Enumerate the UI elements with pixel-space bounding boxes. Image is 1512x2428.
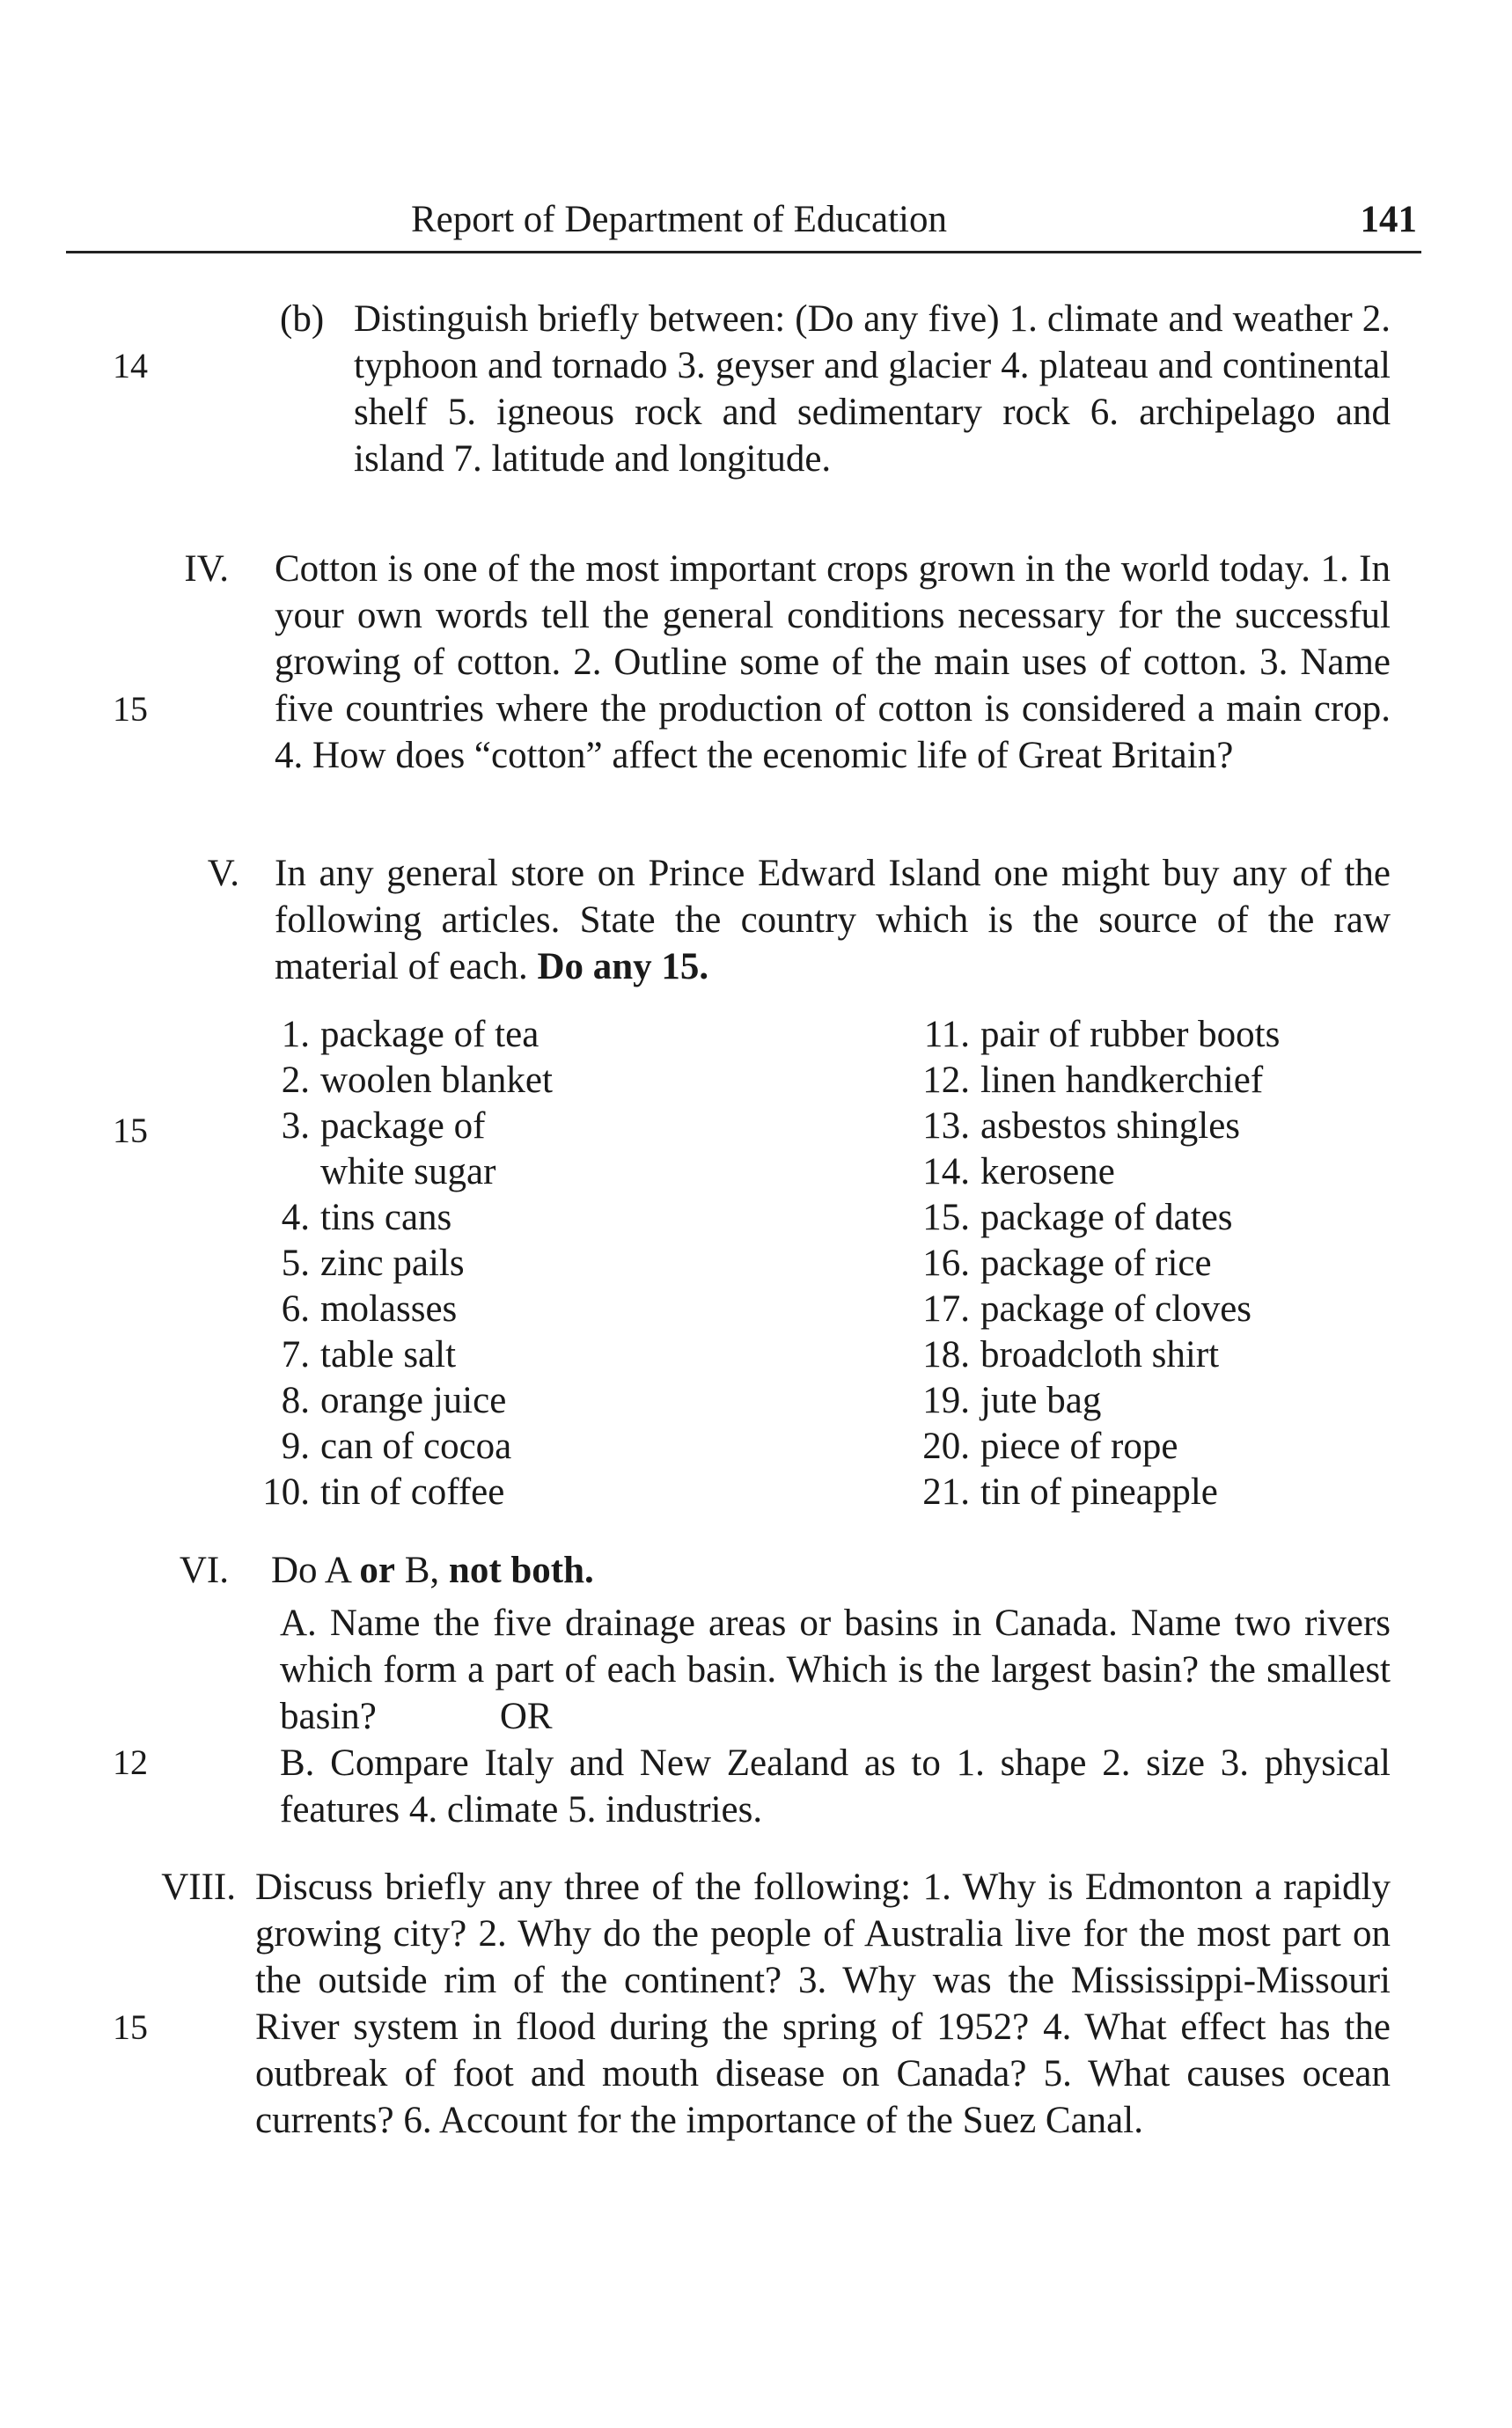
article-list-right — [912, 1012, 1457, 1515]
list-item-number: 21. — [922, 1471, 970, 1513]
list-item — [252, 1012, 815, 1058]
part-a: A. Name the five drainage areas or basins in Canada. Name two rivers which form a part of each basin. Which is the largest basin? the smallest basin? — [280, 1603, 1391, 1737]
instruction-part: or — [359, 1550, 395, 1591]
list-item-number: 19. — [922, 1380, 970, 1421]
list-item — [912, 1058, 1457, 1104]
list-item-text: pair of rubber boots — [980, 1014, 1281, 1055]
list-item-text: package of dates — [980, 1197, 1233, 1238]
list-item-text: linen handkerchief — [980, 1060, 1264, 1101]
list-item-number: 9. — [281, 1426, 310, 1467]
part-a-text — [280, 1600, 1391, 1740]
question-number: V. — [207, 853, 239, 894]
list-item-text: asbestos shingles — [980, 1105, 1241, 1147]
instruction-part: Do A — [271, 1550, 350, 1591]
list-item — [912, 1149, 1457, 1195]
page-number: 141 — [1360, 199, 1417, 240]
running-title: Report of Department of Education — [411, 199, 947, 240]
list-item-text: package of tea — [320, 1014, 539, 1055]
list-item — [252, 1332, 815, 1378]
list-item — [252, 1058, 815, 1104]
list-item-number: 14. — [922, 1151, 970, 1192]
list-item-number: 1. — [281, 1014, 310, 1055]
list-item-text: woolen blanket — [320, 1060, 553, 1101]
question-marks: 15 — [113, 689, 148, 729]
list-item — [912, 1378, 1457, 1424]
list-item-number: 5. — [281, 1243, 310, 1284]
list-item-text: zinc pails — [320, 1243, 465, 1284]
running-header — [66, 195, 1426, 248]
question-marks: 15 — [113, 1111, 148, 1150]
list-item-number: 4. — [281, 1197, 310, 1238]
list-item-text: package of rice — [980, 1243, 1212, 1284]
list-item-number: 15. — [922, 1197, 970, 1238]
list-item-text: orange juice — [320, 1380, 507, 1421]
question-instruction: Do any 15. — [537, 946, 709, 987]
question-marks: 14 — [113, 346, 148, 385]
question-marks: 12 — [113, 1742, 148, 1782]
header-rule — [66, 251, 1421, 253]
list-item — [912, 1287, 1457, 1332]
part-b-text: B. Compare Italy and New Zealand as to 1. shape 2. size 3. physical features 4. climate 5. industries. — [280, 1742, 1391, 1830]
list-item-text: table salt — [320, 1334, 457, 1375]
list-item-number: 8. — [281, 1380, 310, 1421]
list-item — [252, 1104, 815, 1149]
list-item-number: 3. — [281, 1105, 310, 1147]
list-item — [252, 1470, 815, 1515]
question-number: VIII. — [161, 1867, 236, 1908]
list-item — [252, 1424, 815, 1470]
list-item-number: 18. — [922, 1334, 970, 1375]
question-marks: 15 — [113, 2007, 148, 2047]
list-item — [912, 1195, 1457, 1241]
list-item-text: can of cocoa — [320, 1426, 512, 1467]
question-text: Distinguish briefly between: (Do any five) 1. climate and weather 2. typhoon and tornado 3. geyser and glacier 4. plateau and continental shelf 5. igneous rock and sedimentary rock 6. archipelago and island 7. latitude and longitude. — [354, 298, 1391, 480]
list-item-text: package of — [320, 1105, 486, 1147]
list-item — [912, 1424, 1457, 1470]
question-text: Discuss briefly any three of the following: 1. Why is Edmonton a rapidly growing city? 2. Why do the people of Australia live for the most part on the outside rim of the continent? 3. Why was the Mississippi-Missouri River system in flood during the spring of 1952? 4. What effect has the outbreak of foot and mouth disease on Canada? 5. What causes ocean currents? 6. Account for the importance of the Suez Canal. — [255, 1867, 1391, 2141]
list-item-number: 13. — [922, 1105, 970, 1147]
list-item — [252, 1287, 815, 1332]
list-item-number: 16. — [922, 1243, 970, 1284]
question-number: VI. — [179, 1550, 229, 1591]
list-item-text: tin of pineapple — [980, 1471, 1218, 1513]
list-item-text: piece of rope — [980, 1426, 1178, 1467]
list-item — [252, 1195, 815, 1241]
list-item-text: white sugar — [320, 1151, 496, 1192]
question-sub-label: (b) — [280, 298, 325, 340]
list-item-number: 17. — [922, 1288, 970, 1330]
list-item-number: 2. — [281, 1060, 310, 1101]
list-item-number: 12. — [922, 1060, 970, 1101]
list-item-text: jute bag — [980, 1380, 1102, 1421]
question-intro — [275, 850, 1391, 990]
instruction-part: not both. — [448, 1550, 594, 1591]
instruction-part: B, — [404, 1550, 440, 1591]
question-number: IV. — [184, 548, 229, 590]
list-item — [912, 1332, 1457, 1378]
list-item-text: package of cloves — [980, 1288, 1252, 1330]
list-item — [252, 1378, 815, 1424]
list-item — [252, 1149, 815, 1195]
list-item-text: broadcloth shirt — [980, 1334, 1220, 1375]
list-item-number: 20. — [922, 1426, 970, 1467]
list-item-text: kerosene — [980, 1151, 1115, 1192]
list-item-text: tin of coffee — [320, 1471, 505, 1513]
list-item — [252, 1241, 815, 1287]
list-item — [912, 1470, 1457, 1515]
question-instruction — [271, 1547, 1387, 1594]
list-item — [912, 1241, 1457, 1287]
list-item-number: 6. — [281, 1288, 310, 1330]
or-label: OR — [499, 1696, 553, 1737]
article-list-left — [252, 1012, 815, 1515]
question-text: Cotton is one of the most important crops grown in the world today. 1. In your own words tell the general conditions necessary for the successful growing of cotton. 2. Outline some of the main uses of cotton. 3. Name five countries where the production of cotton is considered a main crop. 4. How does “cotton” affect the ecenomic life of Great Britain? — [275, 548, 1391, 776]
list-item-text: molasses — [320, 1288, 458, 1330]
list-item-number: 7. — [281, 1334, 310, 1375]
list-item-number: 11. — [923, 1014, 970, 1055]
list-item-text: tins cans — [320, 1197, 452, 1238]
list-item — [912, 1012, 1457, 1058]
question-text: In any general store on Prince Edward Island one might buy any of the following articles. State the country which is the source of the raw material of each. — [275, 853, 1391, 987]
list-item — [912, 1104, 1457, 1149]
list-item-number: 10. — [262, 1471, 310, 1513]
